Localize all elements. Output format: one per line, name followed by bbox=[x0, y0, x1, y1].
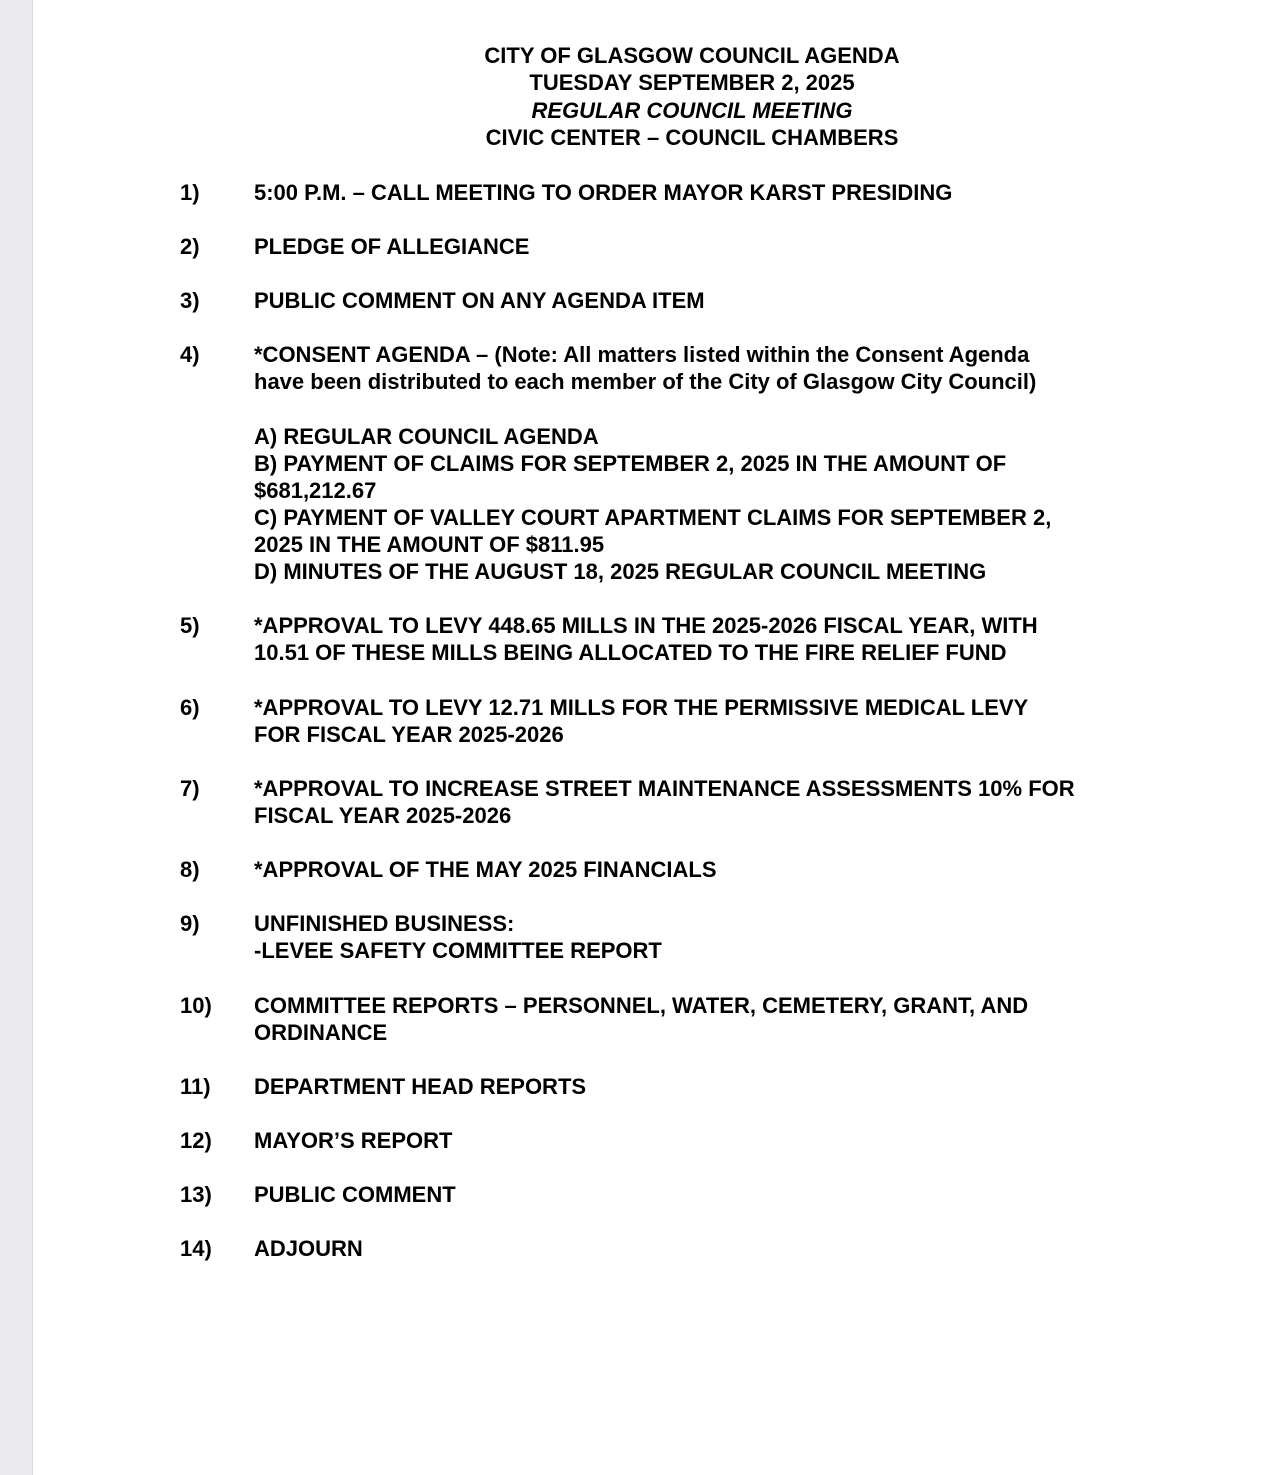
item-text bbox=[254, 612, 1154, 666]
item-text bbox=[254, 1181, 1154, 1208]
item-text bbox=[254, 287, 1154, 314]
item-number: 8) bbox=[180, 857, 200, 882]
item-text bbox=[254, 179, 1154, 206]
header-date: TUESDAY SEPTEMBER 2, 2025 bbox=[529, 70, 855, 96]
item-number: 5) bbox=[180, 613, 200, 638]
item-number: 14) bbox=[180, 1236, 212, 1261]
item-text bbox=[254, 992, 1154, 1046]
header-location: CIVIC CENTER – COUNCIL CHAMBERS bbox=[485, 124, 899, 150]
item-text bbox=[254, 694, 1154, 748]
item-line: PUBLIC COMMENT bbox=[254, 1182, 456, 1207]
sub-item-line: B) PAYMENT OF CLAIMS FOR SEPTEMBER 2, 2025 IN THE AMOUNT OF bbox=[254, 451, 1007, 476]
sub-item-line: D) MINUTES OF THE AUGUST 18, 2025 REGULAR COUNCIL MEETING bbox=[254, 559, 987, 584]
item-line: -LEVEE SAFETY COMMITTEE REPORT bbox=[254, 938, 662, 963]
item-line: PUBLIC COMMENT ON ANY AGENDA ITEM bbox=[254, 288, 705, 313]
agenda-header bbox=[33, 42, 1279, 151]
item-line: COMMITTEE REPORTS – PERSONNEL, WATER, CEMETERY, GRANT, AND bbox=[254, 993, 1029, 1018]
item-line: *APPROVAL TO LEVY 448.65 MILLS IN THE 2025-2026 FISCAL YEAR, WITH bbox=[254, 613, 1038, 638]
item-line: FOR FISCAL YEAR 2025-2026 bbox=[254, 722, 564, 747]
item-number: 12) bbox=[180, 1128, 212, 1153]
item-number: 4) bbox=[180, 342, 200, 367]
item-text bbox=[254, 233, 1154, 260]
sub-item-line: $681,212.67 bbox=[254, 478, 377, 503]
item-number: 9) bbox=[180, 911, 200, 936]
item-number: 11) bbox=[180, 1074, 211, 1099]
item-text bbox=[254, 1073, 1154, 1100]
header-meeting-type: REGULAR COUNCIL MEETING bbox=[531, 97, 853, 123]
item-line: FISCAL YEAR 2025-2026 bbox=[254, 803, 512, 828]
item-line: ORDINANCE bbox=[254, 1020, 388, 1045]
item-number: 7) bbox=[180, 776, 200, 801]
item-line: *APPROVAL TO INCREASE STREET MAINTENANCE ASSESSMENTS 10% FOR bbox=[254, 776, 1075, 801]
header-title: CITY OF GLASGOW COUNCIL AGENDA bbox=[484, 43, 900, 68]
consent-agenda-sub-items bbox=[254, 423, 1154, 585]
item-line: PLEDGE OF ALLEGIANCE bbox=[254, 234, 530, 259]
item-line: UNFINISHED BUSINESS: bbox=[254, 911, 515, 936]
item-number: 1) bbox=[180, 180, 200, 205]
item-number: 3) bbox=[180, 288, 200, 313]
item-text bbox=[254, 1235, 1154, 1262]
item-line: 5:00 P.M. – CALL MEETING TO ORDER MAYOR KARST PRESIDING bbox=[254, 180, 953, 205]
sub-item-line: A) REGULAR COUNCIL AGENDA bbox=[254, 424, 599, 449]
item-text bbox=[254, 341, 1154, 395]
viewer-sidebar-gutter bbox=[0, 0, 33, 1475]
item-text bbox=[254, 856, 1154, 883]
item-number: 6) bbox=[180, 695, 200, 720]
item-line: MAYOR’S REPORT bbox=[254, 1128, 453, 1153]
document-page bbox=[33, 0, 1279, 1475]
item-line: DEPARTMENT HEAD REPORTS bbox=[254, 1074, 587, 1099]
item-line: *APPROVAL TO LEVY 12.71 MILLS FOR THE PERMISSIVE MEDICAL LEVY bbox=[254, 695, 1029, 720]
item-number: 13) bbox=[180, 1182, 212, 1207]
item-text bbox=[254, 1127, 1154, 1154]
item-number: 10) bbox=[180, 993, 212, 1018]
item-text bbox=[254, 775, 1154, 829]
item-line: 10.51 OF THESE MILLS BEING ALLOCATED TO THE FIRE RELIEF FUND bbox=[254, 640, 1007, 665]
item-line: have been distributed to each member of the City of Glasgow City Council) bbox=[254, 369, 1037, 394]
item-line: *CONSENT AGENDA – (Note: All matters listed within the Consent Agenda bbox=[254, 342, 1030, 367]
item-line: *APPROVAL OF THE MAY 2025 FINANCIALS bbox=[254, 857, 717, 882]
sub-item-line: 2025 IN THE AMOUNT OF $811.95 bbox=[254, 532, 605, 557]
item-number: 2) bbox=[180, 234, 200, 259]
item-text bbox=[254, 910, 1154, 964]
item-line: ADJOURN bbox=[254, 1236, 363, 1261]
sub-item-line: C) PAYMENT OF VALLEY COURT APARTMENT CLAIMS FOR SEPTEMBER 2, bbox=[254, 505, 1052, 530]
